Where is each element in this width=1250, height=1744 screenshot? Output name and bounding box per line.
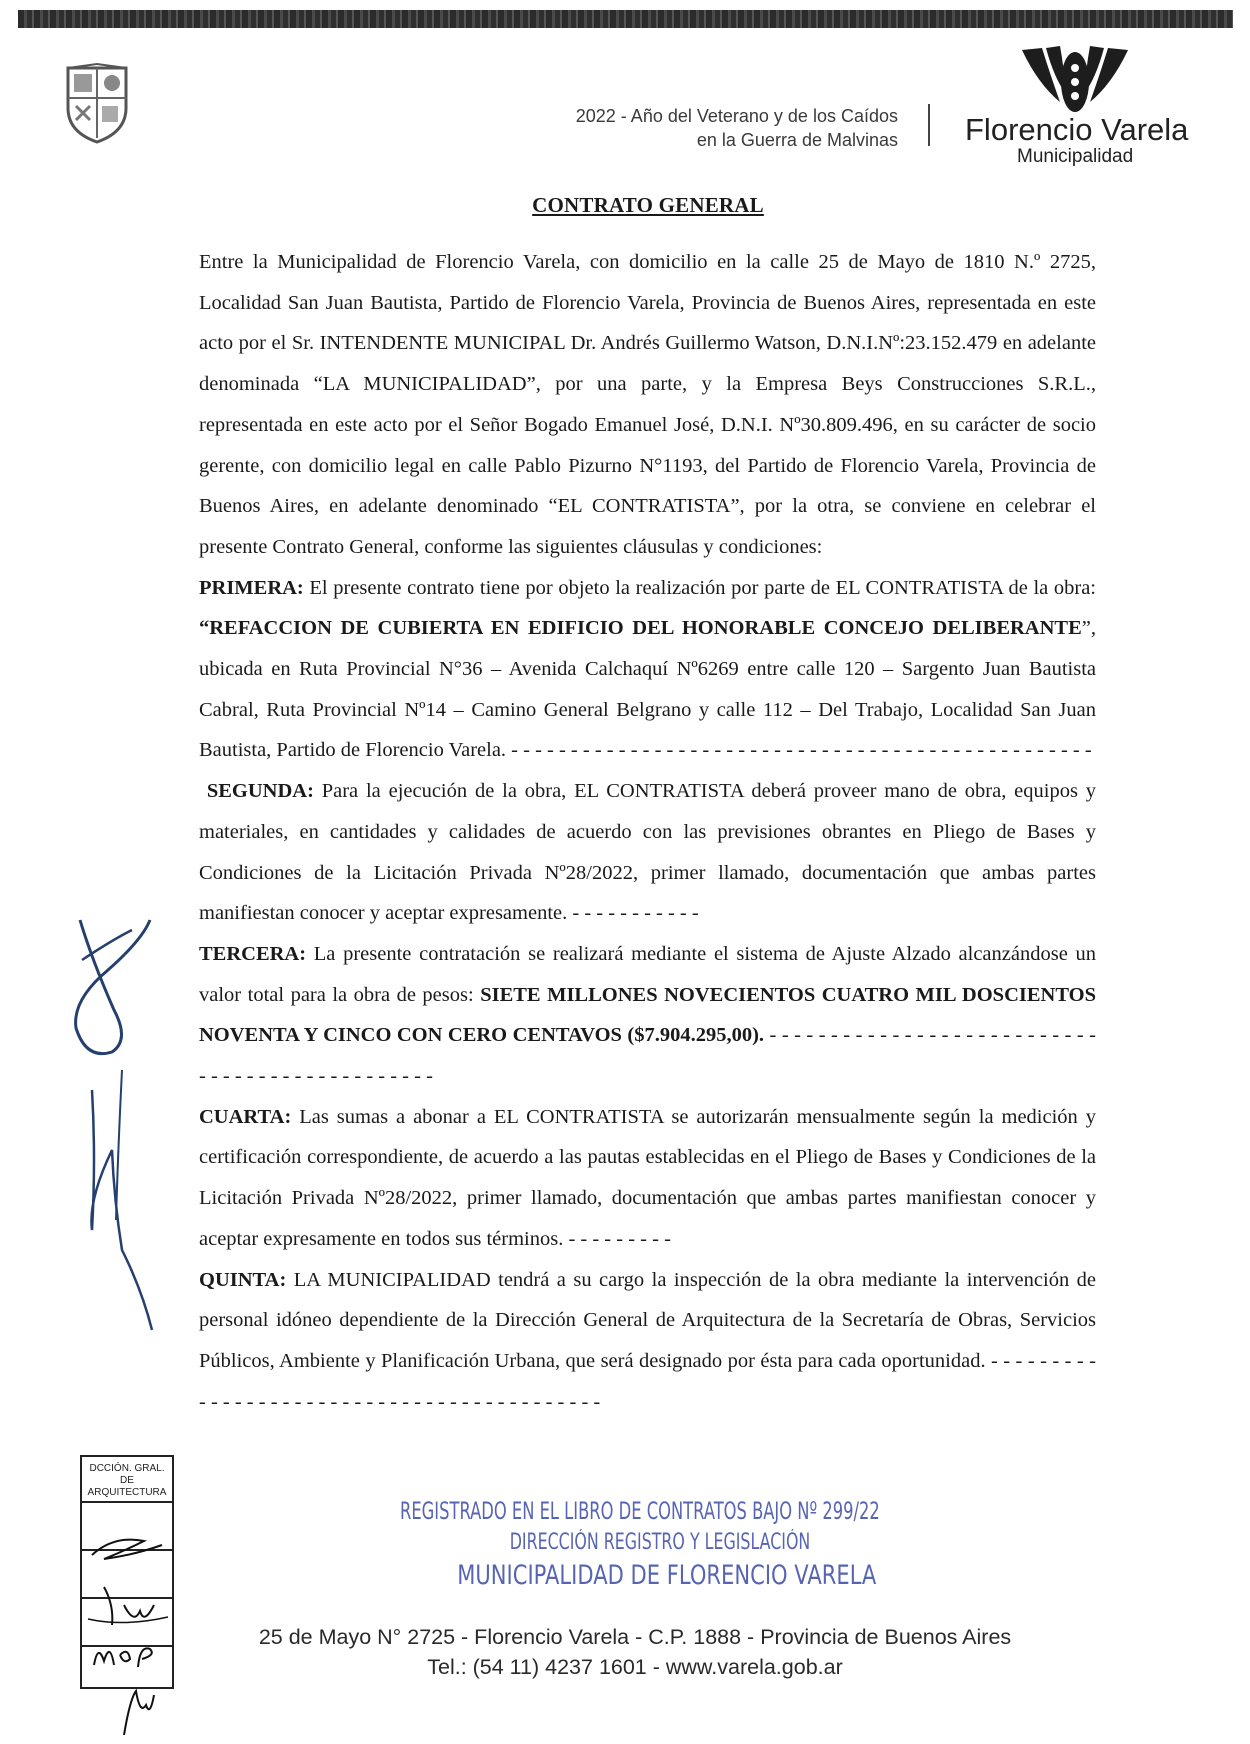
clause-text: Las sumas a abonar a EL CONTRATISTA se autorizarán mensualmente según la medición y certificación correspondiente, de acuerdo a las pautas establecidas en el Pliego de Bases y Condiciones de la Licitación Privada Nº28/2022, primer llamado, documentación que ambas partes manifiestan conocer y aceptar expresamente en todos sus términos. - - - - - - - - - — [199, 1105, 1096, 1250]
clause-text: LA MUNICIPALIDAD tendrá a su cargo la inspección de la obra mediante la intervención de personal idóneo dependiente de la Dirección General de Arquitectura de la Secretaría de Obras, Servicios Públicos, Ambiente y Planificación Urbana, que será designado por ésta para cada oportunidad. - - - - - - - - - - - - - - - - - - - - - - - - - - - - - - - - - - - - - - - - - - - — [199, 1268, 1096, 1413]
clause-dashes: - - - - - - - - - - - - - - - - - - - - - - - - - - - - - - - - - - - - - - - - - - - - - - - — [199, 1024, 1097, 1088]
handwritten-initials — [84, 1455, 174, 1735]
scan-edge-band — [18, 10, 1233, 28]
total-amount: SIETE MILLONES NOVECIENTOS CUATRO MIL DOSCIENTOS NOVENTA Y CINCO CON CERO CENTAVOS ($7.904.295,00). — [199, 983, 1096, 1047]
clause-label: PRIMERA: — [199, 576, 304, 599]
clause-label: SEGUNDA: — [206, 780, 314, 803]
clause-label: QUINTA: — [199, 1268, 287, 1291]
clause-cuarta — [199, 1097, 1096, 1260]
florencio-varela-logo-icon — [1020, 44, 1130, 116]
clause-text: La presente contratación se realizará mediante el sistema de Ajuste Alzado alcanzándose un valor total para la obra de pesos: — [199, 942, 1096, 1006]
clause-segunda — [199, 771, 1096, 934]
registration-line-2: DIRECCIÓN REGISTRO Y LEGISLACIÓN — [509, 1530, 811, 1555]
intro-paragraph: Entre la Municipalidad de Florencio Varela, con domicilio en la calle 25 de Mayo de 1810 N.º 2725, Localidad San Juan Bautista, Partido de Florencio Varela, Provincia de Buenos Aires, representada en este acto por el Sr. INTENDENTE MUNICIPAL Dr. Andrés Guillermo Watson, D.N.I.Nº:23.152.479 en adelante denominada “LA MUNICIPALIDAD”, por una parte, y la Empresa Beys Construcciones S.R.L., representada en este acto por el Señor Bogado Emanuel José, D.N.I. Nº30.809.496, en su carácter de socio gerente, con domicilio legal en calle Pablo Pizurno N°1193, del Partido de Florencio Varela, Provincia de Buenos Aires, en adelante denominado “EL CONTRATISTA”, por la otra, se conviene en celebrar el presente Contrato General, conforme las siguientes cláusulas y condiciones: — [199, 251, 1096, 558]
clause-text: ”, ubicada en Ruta Provincial N°36 – Avenida Calchaquí Nº6269 entre calle 120 – Sargento Juan Bautista Cabral, Ruta Provincial Nº14 – Camino General Belgrano y calle 112 – Del Trabajo, Localidad San Juan Bautista, Partido de Florencio Varela. - - - - - - - - - - - - - - - - - - - - - - - - - - - - - - - - - - - - - - - - - - - - - - - - - — [199, 617, 1096, 762]
registration-text: REGISTRADO EN EL LIBRO DE CONTRATOS BAJO Nº — [400, 1497, 818, 1525]
registration-line-3: MUNICIPALIDAD DE FLORENCIO VARELA — [457, 1560, 877, 1591]
stamp-header-line2: DE ARQUITECTURA — [87, 1475, 167, 1498]
clause-text: Para la ejecución de la obra, EL CONTRATISTA deberá proveer mano de obra, equipos y materiales, en cantidades y calidades de acuerdo con las previsiones obrantes en Pliego de Bases y Condiciones de la Licitación Privada Nº28/2022, primer llamado, documentación que ambas partes manifiestan conocer y aceptar expresamente. - - - - - - - - - - - — [199, 780, 1096, 925]
footer-contact: Tel.: (54 11) 4237 1601 - www.varela.gob.ar — [427, 1655, 843, 1679]
contract-body — [199, 242, 1096, 1422]
page-footer — [170, 1622, 1100, 1682]
clause-label: TERCERA: — [199, 942, 307, 965]
clause-text: El presente contrato tiene por objeto la realización por parte de EL CONTRATISTA de la obra: — [303, 576, 1096, 599]
brand-subtitle: Municipalidad — [1017, 146, 1134, 167]
clause-tercera — [199, 934, 1096, 1097]
footer-address: 25 de Mayo N° 2725 - Florencio Varela - C.P. 1888 - Provincia de Buenos Aires — [258, 1625, 1012, 1649]
margin-signature — [52, 900, 172, 1340]
clause-primera — [199, 568, 1096, 772]
stamp-header-line1: DCCIÓN. GRAL. — [89, 1463, 165, 1474]
registration-number: 299/22 — [822, 1497, 880, 1525]
clause-quinta — [199, 1260, 1096, 1423]
clause-label: CUARTA: — [199, 1105, 292, 1128]
brand-name: Florencio Varela — [965, 112, 1189, 147]
motto-line-2: en la Guerra de Malvinas — [696, 130, 898, 150]
work-title: “REFACCION DE CUBIERTA EN EDIFICIO DEL HONORABLE CONCEJO DELIBERANTE — [199, 617, 1082, 640]
header-divider — [928, 104, 930, 146]
registration-stamp — [400, 1494, 920, 1594]
motto-line-1: 2022 - Año del Veterano y de los Caídos — [575, 106, 898, 126]
municipal-crest-icon — [64, 62, 130, 144]
document-title: CONTRATO GENERAL — [532, 193, 764, 217]
year-motto — [418, 104, 898, 152]
registration-line-1 — [400, 1494, 917, 1528]
